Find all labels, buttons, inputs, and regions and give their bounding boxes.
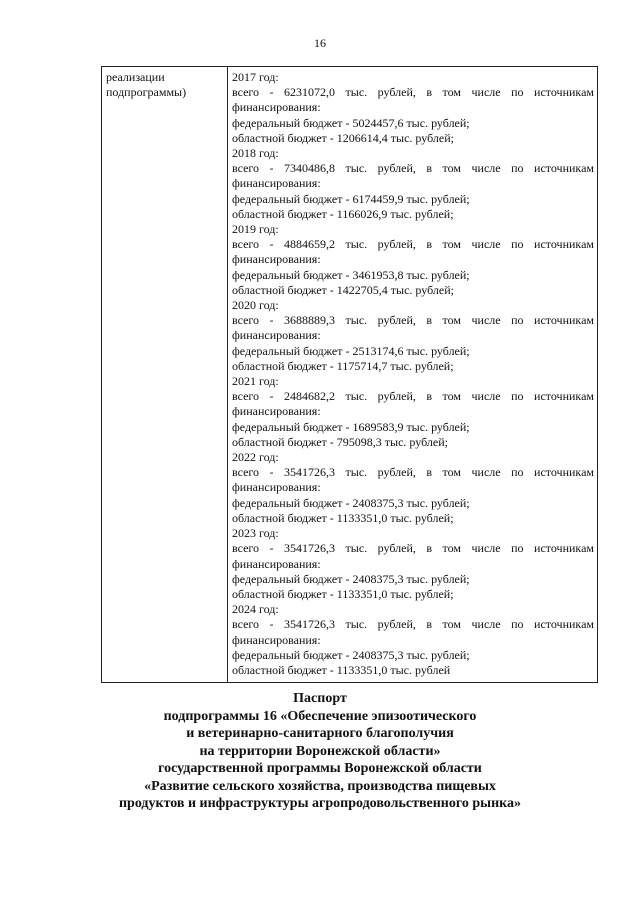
year-label: 2022 год: xyxy=(232,450,279,465)
total-line: всего - 2484682,2 тыс. рублей, в том числе по источникам xyxy=(232,389,594,404)
heading-line: на территории Воронежской области» xyxy=(199,743,441,759)
sources-line: финансирования: xyxy=(232,404,321,419)
federal-budget-line: федеральный бюджет - 2513174,6 тыс. рублей; xyxy=(232,343,470,358)
regional-budget-line: областной бюджет - 1206614,4 тыс. рублей; xyxy=(232,130,454,145)
year-block-2018 xyxy=(232,146,594,222)
year-block-2019 xyxy=(232,222,594,298)
total-line: всего - 3688889,3 тыс. рублей, в том числе по источникам xyxy=(232,313,594,328)
regional-budget-line: областной бюджет - 1133351,0 тыс. рублей; xyxy=(232,586,454,601)
heading-line: подпрограммы 16 «Обеспечение эпизоотического xyxy=(163,708,477,724)
year-block-2020 xyxy=(232,298,594,374)
federal-budget-line: федеральный бюджет - 2408375,3 тыс. рублей; xyxy=(232,647,470,662)
total-line: всего - 3541726,3 тыс. рублей, в том числе по источникам xyxy=(232,617,594,632)
sources-line: финансирования: xyxy=(232,556,321,571)
year-label: 2018 год: xyxy=(232,146,279,161)
row-label-line: реализации xyxy=(106,70,165,84)
sources-line: финансирования: xyxy=(232,328,321,343)
regional-budget-line: областной бюджет - 1175714,7 тыс. рублей; xyxy=(232,358,454,373)
year-block-2024 xyxy=(232,602,594,678)
sources-line: финансирования: xyxy=(232,100,321,115)
heading-line: Паспорт xyxy=(293,691,347,706)
table-row xyxy=(102,67,598,683)
year-label: 2020 год: xyxy=(232,298,279,313)
total-line: всего - 4884659,2 тыс. рублей, в том числе по источникам xyxy=(232,237,594,252)
year-block-2021 xyxy=(232,374,594,450)
year-label: 2021 год: xyxy=(232,374,279,389)
row-label-cell xyxy=(102,67,228,683)
total-line: всего - 6231072,0 тыс. рублей, в том числе по источникам xyxy=(232,85,594,100)
heading-line: продуктов и инфраструктуры агропродовольственного рынка» xyxy=(118,796,522,811)
heading-line: «Развитие сельского хозяйства, производства пищевых xyxy=(144,778,496,794)
passport-heading xyxy=(90,690,550,813)
federal-budget-line: федеральный бюджет - 6174459,9 тыс. рублей; xyxy=(232,191,470,206)
page-number: 16 xyxy=(314,36,326,50)
regional-budget-line: областной бюджет - 1133351,0 тыс. рублей; xyxy=(232,510,454,525)
federal-budget-line: федеральный бюджет - 2408375,3 тыс. рублей; xyxy=(232,495,470,510)
regional-budget-line: областной бюджет - 1422705,4 тыс. рублей; xyxy=(232,282,454,297)
regional-budget-line: областной бюджет - 1133351,0 тыс. рублей xyxy=(232,662,451,677)
year-block-2022 xyxy=(232,450,594,526)
federal-budget-line: федеральный бюджет - 1689583,9 тыс. рублей; xyxy=(232,419,470,434)
year-label: 2023 год: xyxy=(232,526,279,541)
year-block-2023 xyxy=(232,526,594,602)
total-line: всего - 3541726,3 тыс. рублей, в том числе по источникам xyxy=(232,465,594,480)
heading-line: государственной программы Воронежской области xyxy=(158,761,482,776)
year-label: 2019 год: xyxy=(232,222,279,237)
sources-line: финансирования: xyxy=(232,176,321,191)
sources-line: финансирования: xyxy=(232,252,321,267)
funding-table xyxy=(101,66,598,683)
heading-line: и ветеринарно-санитарного благополучия xyxy=(186,726,454,741)
sources-line: финансирования: xyxy=(232,480,321,495)
row-label-line: подпрограммы) xyxy=(106,85,187,100)
federal-budget-line: федеральный бюджет - 3461953,8 тыс. рублей; xyxy=(232,267,470,282)
federal-budget-line: федеральный бюджет - 5024457,6 тыс. рублей; xyxy=(232,115,470,130)
sources-line: финансирования: xyxy=(232,632,321,647)
total-line: всего - 7340486,8 тыс. рублей, в том числе по источникам xyxy=(232,161,594,176)
regional-budget-line: областной бюджет - 795098,3 тыс. рублей; xyxy=(232,434,448,449)
regional-budget-line: областной бюджет - 1166026,9 тыс. рублей; xyxy=(232,206,454,221)
federal-budget-line: федеральный бюджет - 2408375,3 тыс. рублей; xyxy=(232,571,470,586)
year-label: 2024 год: xyxy=(232,602,279,617)
funding-cell xyxy=(228,67,598,683)
total-line: всего - 3541726,3 тыс. рублей, в том числе по источникам xyxy=(232,541,594,556)
year-block-2017 xyxy=(232,70,594,146)
year-label: 2017 год: xyxy=(232,70,279,84)
